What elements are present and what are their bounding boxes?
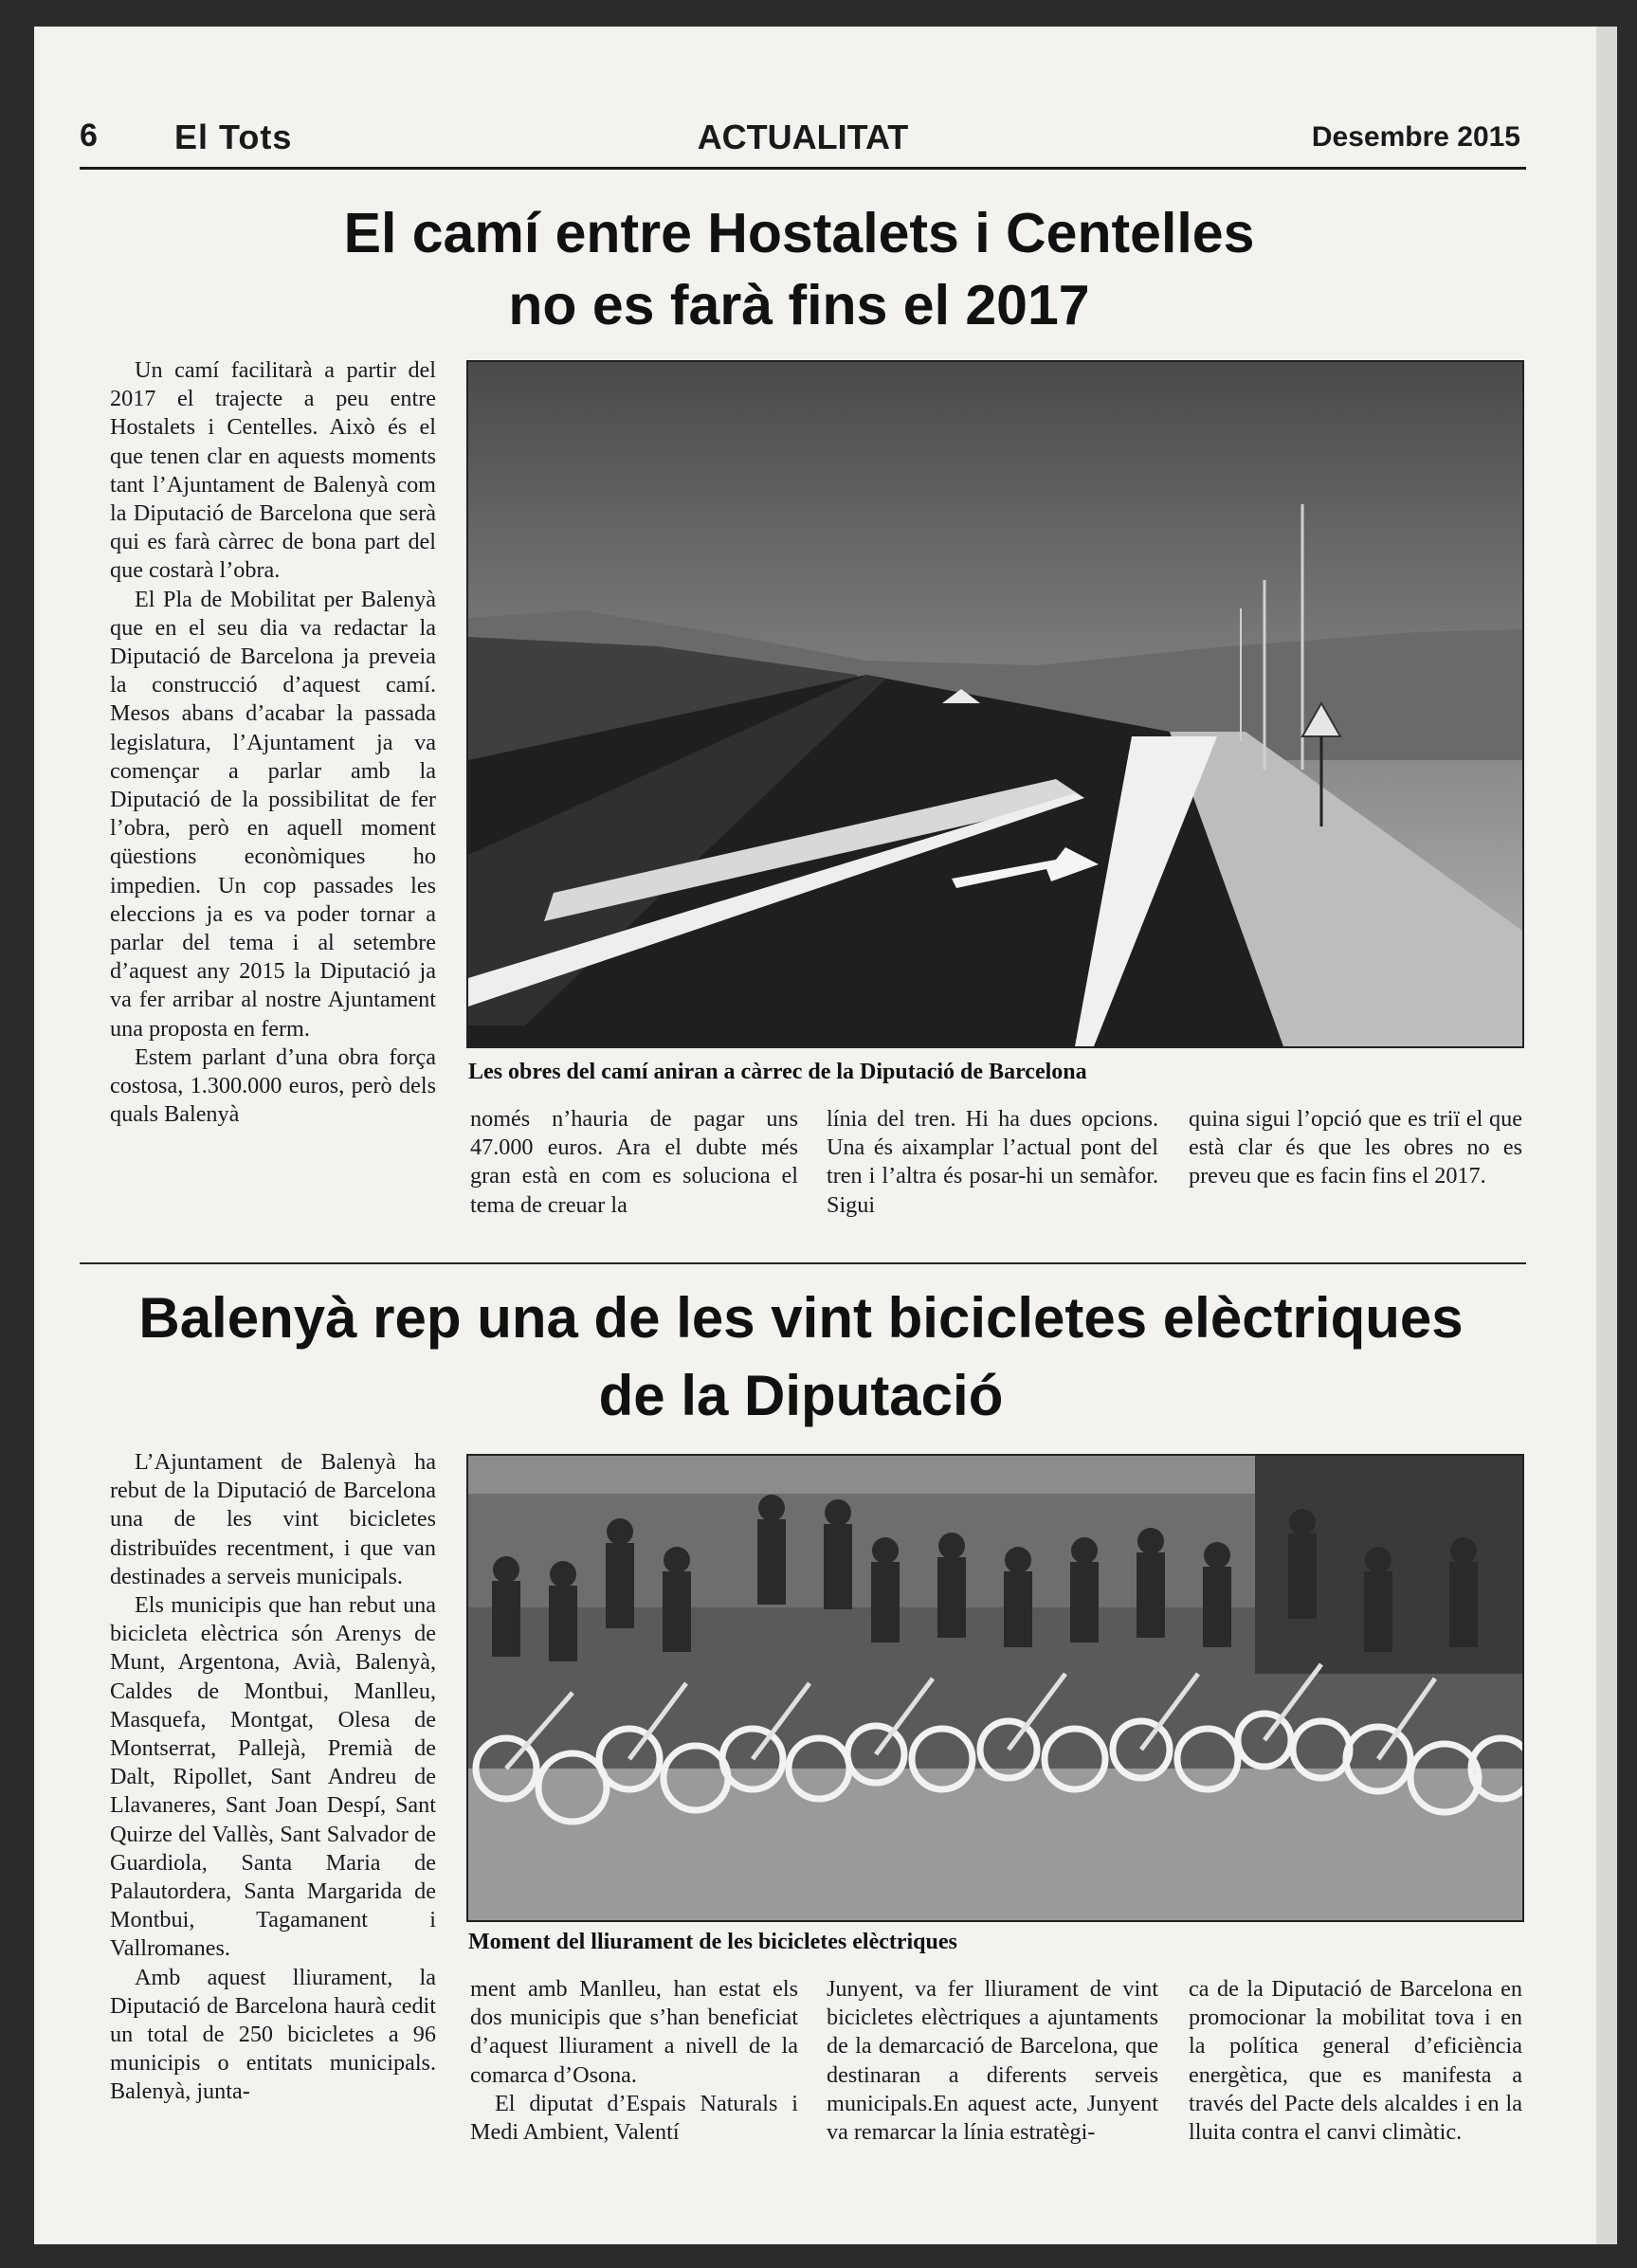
article1-title-line1: El camí entre Hostalets i Centelles — [343, 202, 1255, 264]
article1-paragraph: línia del tren. Hi ha dues opcions. Una és aixamplar l’actual pont del tren i l’altra és posar-hi un semàfor. Sigui — [827, 1106, 1158, 1218]
article2-photo-caption: Moment del lliurament de les bicicletes elèctriques — [468, 1930, 957, 1954]
article2-paragraph: Junyent, va fer lliurament de vint bicicletes elèctriques a ajuntaments de la demarcació de Barcelona, que destinaran a diferents serveis municipals.En aquest acte, Junyent va remarcar la línia estratègi- — [827, 1976, 1158, 2146]
article1-photo-caption: Les obres del camí aniran a càrrec de la Diputació de Barcelona — [468, 1060, 1087, 1084]
article2-column1 — [110, 1448, 436, 2107]
article2-paragraph: El diputat d’Espais Naturals i Medi Ambient, Valentí — [470, 2090, 798, 2146]
article2-title-line2: de la Diputació — [598, 1364, 1004, 1427]
article2-paragraph: L’Ajuntament de Balenyà ha rebut de la Diputació de Barcelona una de les vint bicicletes distribuïdes recentment, i que van destinades a serveis municipals. — [110, 1449, 436, 1589]
article2-title-line1: Balenyà rep una de les vint bicicletes elèctriques — [138, 1286, 1464, 1350]
article1-column3 — [827, 1105, 1158, 1220]
page-number: 6 — [80, 118, 98, 154]
article1-paragraph: Estem parlant d’una obra força costosa, 1.300.000 euros, però dels quals Balenyà — [110, 1043, 436, 1128]
article2-paragraph: ment amb Manlleu, han estat els dos municipis que s’han beneficiat d’aquest lliurament a nivell de la comarca d’Osona. — [470, 1976, 798, 2088]
article1-column1 — [110, 356, 436, 1129]
issue-date: Desembre 2015 — [1311, 121, 1520, 153]
road-photo-image — [468, 362, 1522, 1046]
article2-paragraph: ca de la Diputació de Barcelona en promocionar la mobilitat tova i en la política general d’eficiència energètica, que es manifesta a través del Pacte dels alcaldes i en la lluita contra el canvi climàtic. — [1189, 1976, 1522, 2146]
article2-title — [76, 1279, 1526, 1435]
article2-column4 — [1189, 1975, 1522, 2147]
publication-name: El Tots — [174, 118, 293, 156]
article2-paragraph: Els municipis que han rebut una bicicleta elèctrica són Arenys de Munt, Argentona, Avià, Balenyà, Caldes de Montbui, Manlleu, Masquefa, Montgat, Olesa de Montserrat, Pallejà, Premià de Dalt, Ripollet, Sant Andreu de Llavaneres, Sant Joan Despí, Sant Quirze del Vallès, Sant Salvador de Guardiola, Santa Maria de Palautordera, Santa Margarida de Montbui, Tagamanent i Vallromanes. — [110, 1592, 436, 1962]
article1-paragraph: només n’hauria de pagar uns 47.000 euros. Ara el dubte més gran està en com es soluciona el tema de creuar la — [470, 1106, 798, 1218]
article1-title — [76, 197, 1522, 341]
article-divider — [80, 1262, 1526, 1264]
article2-column3 — [827, 1975, 1158, 2147]
page-edge — [1596, 27, 1617, 2244]
article2-column2 — [470, 1975, 798, 2147]
article1-title-line2: no es farà fins el 2017 — [508, 274, 1090, 336]
article1-paragraph: El Pla de Mobilitat per Balenyà que en el seu dia va redactar la Diputació de Barcelona ja preveia la construcció d’aquest camí. Mesos abans d’acabar la passada legislatura, l’Ajuntament ja va començar a parlar amb la Diputació de la possibilitat de fer l’obra, però en aquell moment qüestions econòmiques ho impedien. Un cop passades les eleccions ja es va poder tornar a parlar del tema i al setembre d’aquest any 2015 la Diputació ja va fer arribar al nostre Ajuntament una proposta en ferm. — [110, 586, 436, 1042]
article1-column4 — [1189, 1105, 1522, 1191]
article1-paragraph: Un camí facilitarà a partir del 2017 el trajecte a peu entre Hostalets i Centelles. Això és el que tenen clar en aquests moments tant l’Ajuntament de Balenyà com la Diputació de Barcelona que serà qui es farà càrrec de bona part del que costarà l’obra. — [110, 357, 436, 584]
bicycles-photo-image — [468, 1456, 1522, 1920]
section-name: ACTUALITAT — [697, 118, 909, 156]
article1-column2 — [470, 1105, 798, 1220]
page-header — [80, 112, 1526, 170]
road-photo — [466, 360, 1524, 1048]
article2-paragraph: Amb aquest lliurament, la Diputació de Barcelona haurà cedit un total de 250 bicicletes a 96 municipis o entitats municipals. Balenyà, junta- — [110, 1964, 436, 2105]
article1-paragraph: quina sigui l’opció que es triï el que està clar és que les obres no es preveu que es facin fins el 2017. — [1189, 1106, 1522, 1189]
bicycles-photo — [466, 1454, 1524, 1922]
